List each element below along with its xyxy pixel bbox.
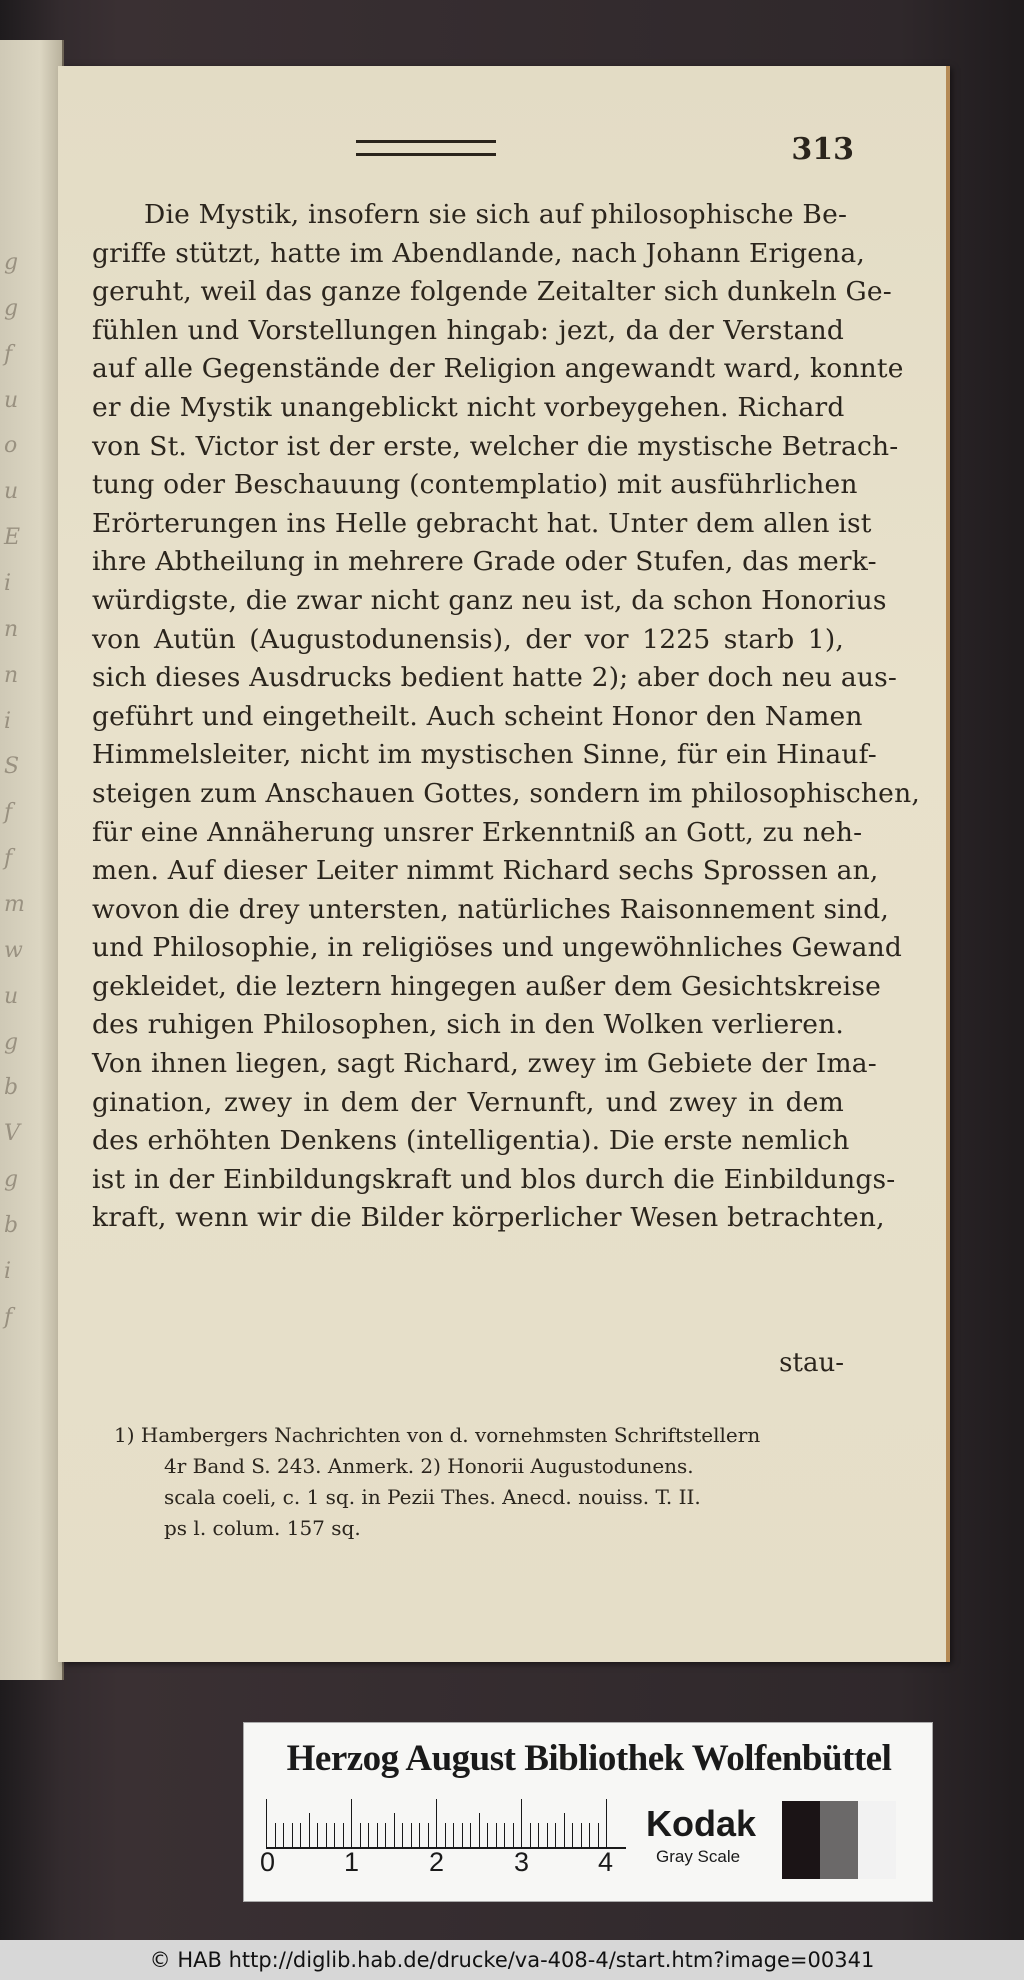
text-line: Himmelsleiter, nicht im mystischen Sinne, für ein Hinauf- <box>92 739 877 771</box>
ruler-tick <box>343 1823 344 1847</box>
ruler-tick <box>394 1813 395 1847</box>
text-line: ihre Abtheilung in mehrere Grade oder Stufen, das merk- <box>92 546 877 578</box>
ruler-tick <box>564 1813 565 1847</box>
ruler-tick <box>581 1823 582 1847</box>
text-line: geführt und eingetheilt. Auch scheint Honor den Namen <box>92 700 863 732</box>
ruler-tick <box>521 1799 522 1847</box>
ruler-tick <box>487 1823 488 1847</box>
ruler-tick <box>300 1823 301 1847</box>
kodak-logo: Kodak <box>646 1803 757 1844</box>
ruler-label: 2 <box>429 1847 445 1877</box>
text-line: steigen zum Anschauen Gottes, sondern im philosophischen, <box>92 777 920 809</box>
text-line: griffe stützt, hatte im Abendlande, nach Johann Erigena, <box>92 237 866 269</box>
ruler-tick <box>513 1823 514 1847</box>
text-line: Erörterungen ins Helle gebracht hat. Unter dem allen ist <box>92 507 872 539</box>
text-line: Die Mystik, insofern sie sich auf philosophische Be- <box>144 199 848 230</box>
measurement-ruler <box>266 1797 626 1849</box>
ruler-tick <box>317 1823 318 1847</box>
book-page <box>58 66 946 1662</box>
ruler-tick <box>496 1823 497 1847</box>
ruler-tick <box>419 1823 420 1847</box>
ruler-label: 1 <box>344 1847 360 1877</box>
gray-scale-label: Gray Scale <box>656 1847 741 1866</box>
text-line: sich dieses Ausdrucks bedient hatte 2); aber doch neu aus- <box>92 662 898 694</box>
text-line: gination, zwey in dem der Vernunft, und zwey in dem <box>92 1086 844 1118</box>
text-line: gekleidet, die leztern hingegen außer dem Gesichtskreise <box>92 970 882 1002</box>
ruler-tick <box>598 1823 599 1847</box>
ruler-tick <box>428 1823 429 1847</box>
text-line: men. Auf dieser Leiter nimmt Richard sechs Sprossen an, <box>92 855 879 887</box>
ruler-tick <box>326 1823 327 1847</box>
page-number: 313 <box>791 132 854 167</box>
footnote-line: ps l. colum. 157 sq. <box>164 1516 361 1540</box>
footnote-line: scala coeli, c. 1 sq. in Pezii Thes. Anecd. nouiss. T. II. <box>164 1485 701 1509</box>
text-line: geruht, weil das ganze folgende Zeitalter sich dunkeln Ge- <box>92 276 892 308</box>
ruler-tick <box>360 1823 361 1847</box>
ruler-tick <box>555 1823 556 1847</box>
ruler-tick <box>283 1823 284 1847</box>
text-line: von Autün (Augustodunensis), der vor 1225 starb 1), <box>92 623 844 655</box>
text-line: Von ihnen liegen, sagt Richard, zwey im Gebiete der Ima- <box>92 1048 877 1080</box>
facing-page-bleed-through: g g f u o u E i n n i S f f m w u g b V g b i f <box>4 250 25 1330</box>
ruler-tick <box>266 1799 267 1847</box>
ruler-tick <box>530 1823 531 1847</box>
header-ornament-rule <box>356 140 496 156</box>
text-line: wovon die drey untersten, natürliches Raisonnement sind, <box>92 893 889 925</box>
ruler-tick <box>309 1813 310 1847</box>
footnotes <box>114 1420 854 1544</box>
ruler-label: 3 <box>514 1847 530 1877</box>
text-line: würdigste, die zwar nicht ganz neu ist, da schon Honorius <box>92 584 887 616</box>
copyright-footer: © HAB http://diglib.hab.de/drucke/va-408-4/start.htm?image=00341 <box>0 1940 1024 1980</box>
ruler-tick <box>462 1823 463 1847</box>
ruler-tick <box>589 1823 590 1847</box>
ruler-tick <box>292 1823 293 1847</box>
text-line: kraft, wenn wir die Bilder körperlicher Wesen betrachten, <box>92 1202 885 1234</box>
text-line: des ruhigen Philosophen, sich in den Wolken verlieren. <box>92 1009 844 1041</box>
gray-swatch-mid <box>820 1801 858 1879</box>
footnote-line: 4r Band S. 243. Anmerk. 2) Honorii Augustodunens. <box>164 1454 694 1478</box>
library-name: Herzog August Bibliothek Wolfenbüttel <box>286 1738 892 1779</box>
ruler-tick <box>479 1813 480 1847</box>
text-line: und Philosophie, in religiöses und ungewöhnliches Gewand <box>92 932 903 964</box>
ruler-tick <box>334 1823 335 1847</box>
ruler-tick <box>411 1823 412 1847</box>
ruler-tick <box>377 1823 378 1847</box>
ruler-tick <box>445 1823 446 1847</box>
ruler-tick <box>547 1823 548 1847</box>
text-line: des erhöhten Denkens (intelligentia). Die erste nemlich <box>92 1125 850 1157</box>
text-line: für eine Annäherung unsrer Erkenntniß an Gott, zu neh- <box>92 816 863 848</box>
footnote-line: 1) Hambergers Nachrichten von d. vornehmsten Schriftstellern <box>114 1423 761 1447</box>
text-line: von St. Victor ist der erste, welcher die mystische Betrach- <box>92 430 899 462</box>
text-line: tung oder Beschauung (contemplatio) mit ausführlichen <box>92 469 858 501</box>
catchword: stau- <box>779 1348 844 1378</box>
gray-swatch-dark <box>782 1801 820 1879</box>
ruler-tick <box>453 1823 454 1847</box>
ruler-tick <box>572 1823 573 1847</box>
ruler-tick <box>402 1823 403 1847</box>
ruler-tick <box>385 1823 386 1847</box>
ruler-label: 4 <box>598 1847 614 1877</box>
gray-swatch-light <box>858 1801 896 1879</box>
ruler-tick <box>470 1823 471 1847</box>
text-line: ist in der Einbildungskraft und blos durch die Einbildungs- <box>92 1163 896 1195</box>
body-text <box>92 196 920 1238</box>
facing-page-edge <box>0 40 64 1680</box>
ruler-tick <box>606 1799 607 1847</box>
color-target-card <box>243 1722 933 1902</box>
text-line: fühlen und Vorstellungen hingab: jezt, da der Verstand <box>92 314 844 346</box>
ruler-label: 0 <box>260 1847 276 1877</box>
ruler-tick <box>504 1823 505 1847</box>
ruler-tick <box>351 1799 352 1847</box>
ruler-tick <box>436 1799 437 1847</box>
ruler-tick <box>275 1823 276 1847</box>
text-line: er die Mystik unangeblickt nicht vorbeygehen. Richard <box>92 391 845 423</box>
ruler-tick <box>368 1823 369 1847</box>
ruler-tick <box>538 1823 539 1847</box>
text-line: auf alle Gegenstände der Religion angewandt ward, konnte <box>92 353 904 385</box>
